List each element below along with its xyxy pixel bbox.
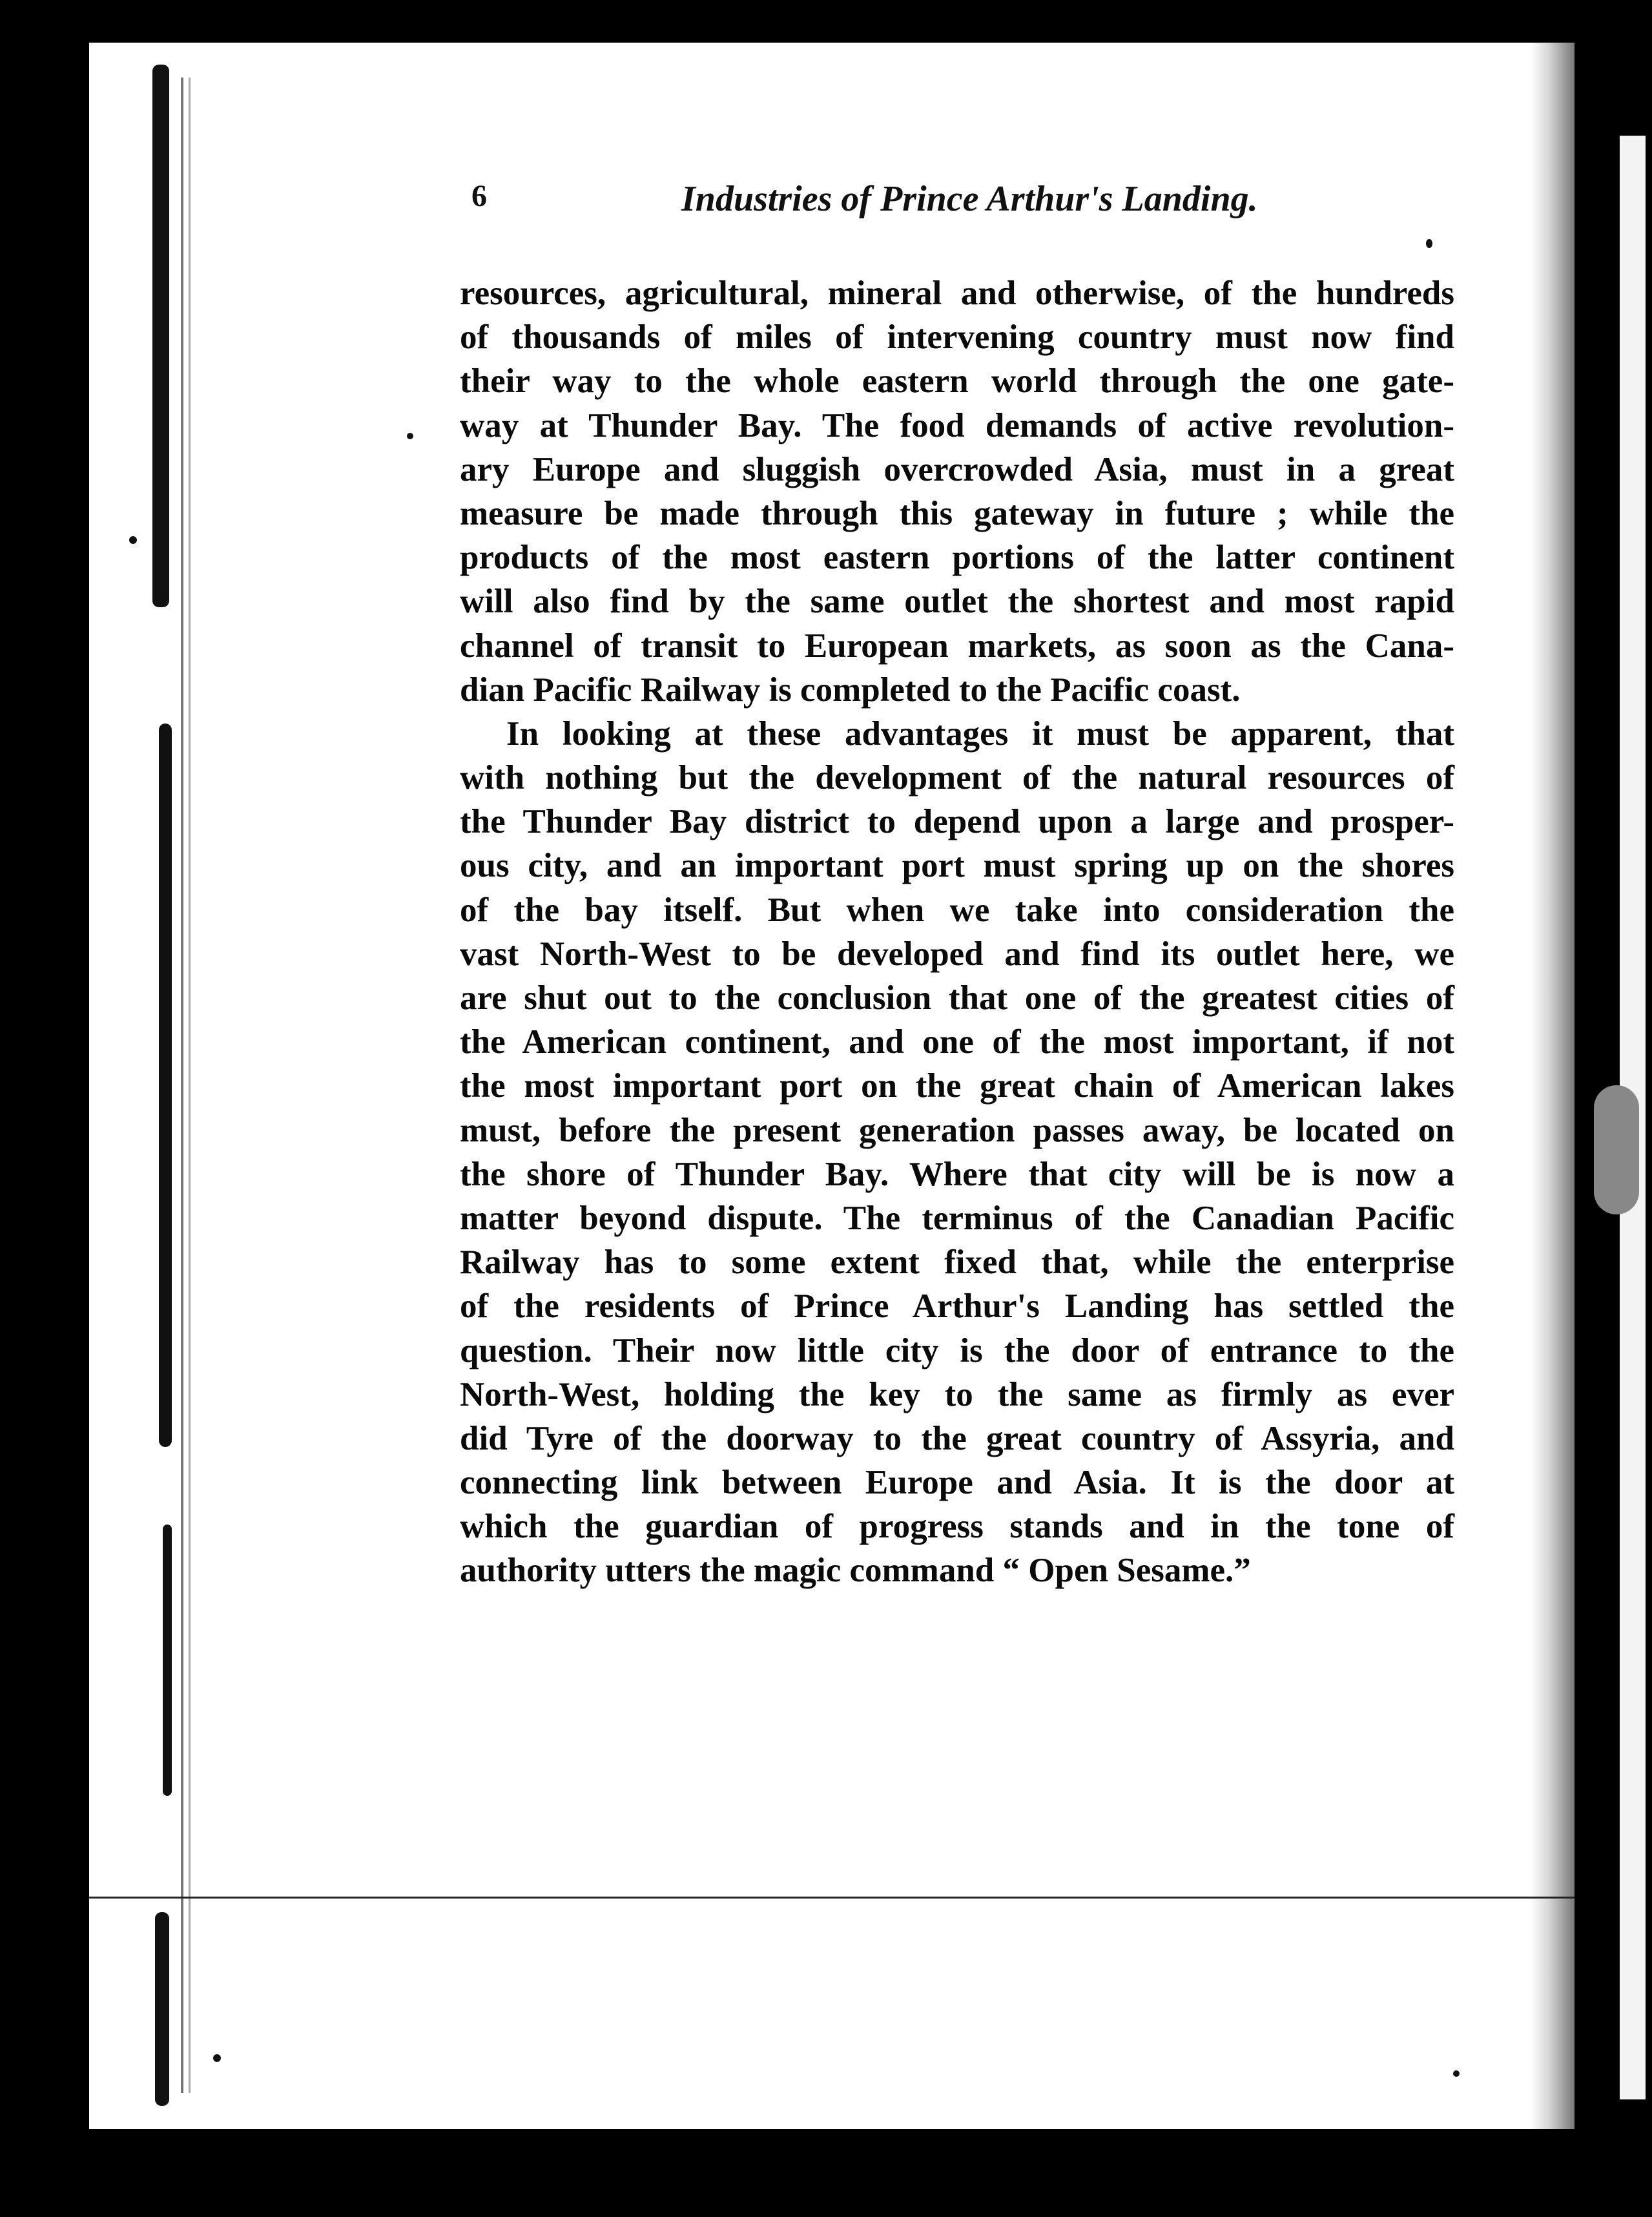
text-line: Railway has to some extent fixed that, while the enterprise (460, 1244, 1454, 1282)
scan-speck (129, 536, 137, 544)
binding-edge (159, 723, 172, 1447)
binding-edge (163, 1525, 172, 1796)
text-line: the Thunder Bay district to depend upon a large and prosper- (460, 803, 1454, 841)
text-line: dian Pacific Railway is completed to the Pacific coast. (460, 671, 1241, 709)
text-line: of the bay itself. But when we take into consideration the (460, 891, 1454, 929)
text-line: ary Europe and sluggish overcrowded Asia, must in a great (460, 450, 1454, 488)
text-line: the most important port on the great chain of American lakes (460, 1067, 1454, 1105)
text-line: with nothing but the development of the natural resources of (460, 759, 1454, 797)
scan-speck (213, 2054, 221, 2062)
text-line: In looking at these advantages it must be apparent, that (506, 714, 1454, 753)
text-line: will also find by the same outlet the shortest and most rapid (460, 583, 1454, 621)
page-number: 6 (471, 179, 487, 213)
paragraph (460, 271, 1454, 712)
text-line: connecting link between Europe and Asia. It is the door at (460, 1464, 1454, 1502)
text-line: of the residents of Prince Arthur's Landing has settled the (460, 1287, 1454, 1326)
scan-speck (1426, 239, 1432, 248)
text-line: authority utters the magic command “ Open Sesame.” (460, 1552, 1251, 1590)
scan-artifact-line (89, 1897, 1575, 1899)
text-line: resources, agricultural, mineral and otherwise, of the hundreds (460, 275, 1454, 312)
text-line: which the guardian of progress stands and in the tone of (460, 1508, 1454, 1546)
gutter-line (181, 78, 183, 2093)
text-line: did Tyre of the doorway to the great country of Assyria, and (460, 1419, 1454, 1457)
text-line: of thousands of miles of intervening country must now find (460, 318, 1454, 357)
text-line: channel of transit to European markets, as soon as the Cana- (460, 627, 1454, 665)
text-line: the American continent, and one of the most important, if not (460, 1023, 1454, 1061)
text-line: their way to the whole eastern world through the one gate- (460, 362, 1454, 401)
paragraph (460, 712, 1454, 1593)
text-line: must, before the present generation passes away, be located on (460, 1111, 1454, 1149)
text-line: products of the most eastern portions of the latter continent (460, 539, 1454, 577)
gutter-line (189, 78, 191, 2093)
text-line: the shore of Thunder Bay. Where that city will be is now a (460, 1155, 1454, 1193)
binding-edge (152, 65, 169, 607)
scan-speck (1453, 2070, 1460, 2077)
binding-edge (155, 1912, 169, 2106)
body-text (460, 271, 1454, 1593)
text-line: are shut out to the conclusion that one of the greatest cities of (460, 979, 1454, 1017)
running-title: Industries of Prince Arthur's Landing. (681, 179, 1258, 219)
scan-speck (407, 433, 413, 439)
page-fold-shadow (1531, 43, 1575, 2129)
page-header (0, 178, 1652, 230)
text-line: measure be made through this gateway in future ; while the (460, 494, 1454, 532)
text-line: matter beyond dispute. The terminus of the Canadian Pacific (460, 1199, 1454, 1237)
text-line: vast North-West to be developed and find its outlet here, we (460, 935, 1454, 973)
text-line: question. Their now little city is the door of entrance to the (460, 1331, 1454, 1369)
text-line: way at Thunder Bay. The food demands of active revolution- (460, 406, 1454, 444)
text-line: North-West, holding the key to the same as firmly as ever (460, 1375, 1454, 1413)
text-line: ous city, and an important port must spring up on the shores (460, 847, 1454, 885)
ink-blot (1594, 1085, 1639, 1214)
